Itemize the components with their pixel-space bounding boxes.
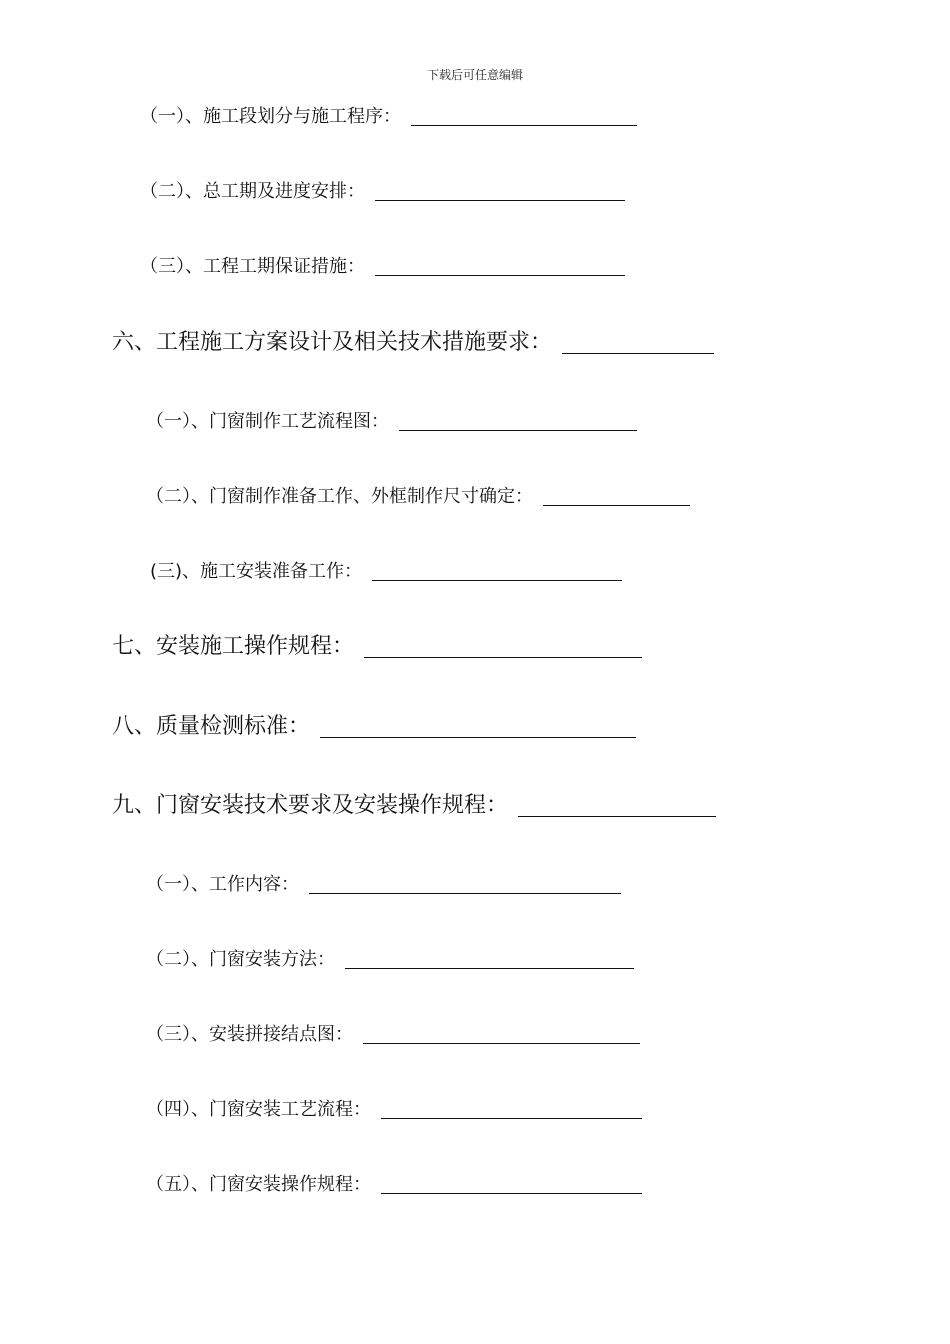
outline-item	[140, 108, 637, 126]
fill-in-blank	[543, 504, 690, 506]
fill-in-blank	[562, 352, 714, 354]
outline-item	[146, 876, 621, 894]
outline-item	[150, 563, 622, 581]
fill-in-blank	[320, 736, 636, 738]
fill-in-blank	[518, 815, 716, 817]
outline-item	[146, 413, 637, 431]
section-heading	[112, 332, 714, 354]
outline-item	[146, 1026, 640, 1044]
outline-item-label: （三）、工程工期保证措施：	[140, 256, 365, 277]
outline-item-label: （一）、施工段划分与施工程序：	[140, 106, 401, 127]
outline-item-label: （四）、门窗安装工艺流程：	[146, 1099, 371, 1120]
outline-item-label: （一）、门窗制作工艺流程图：	[146, 411, 389, 432]
section-heading-label: 七、安装施工操作规程：	[112, 634, 355, 659]
header-note: 下载后可任意编辑	[426, 68, 523, 82]
section-heading	[112, 636, 642, 658]
section-heading-label: 九、门窗安装技术要求及安装操作规程：	[112, 793, 509, 818]
fill-in-blank	[381, 1117, 642, 1119]
fill-in-blank	[399, 429, 637, 431]
section-heading-label: 六、工程施工方案设计及相关技术措施要求：	[112, 330, 553, 355]
fill-in-blank	[345, 967, 634, 969]
fill-in-blank	[375, 274, 625, 276]
outline-item-label: （一）、工作内容：	[146, 874, 299, 895]
fill-in-blank	[411, 124, 637, 126]
outline-item	[140, 258, 625, 276]
section-heading	[112, 795, 716, 817]
fill-in-blank	[372, 579, 622, 581]
outline-item	[146, 1176, 642, 1194]
outline-item-label: （二）、门窗安装方法：	[146, 949, 335, 970]
fill-in-blank	[375, 199, 625, 201]
section-heading-label: 八、质量检测标准：	[112, 714, 311, 739]
outline-item-label: （二）、门窗制作准备工作、外框制作尺寸确定：	[146, 486, 533, 507]
outline-item-label: （五）、门窗安装操作规程：	[146, 1174, 371, 1195]
outline-item-label: (三)、施工安装准备工作：	[150, 561, 363, 582]
fill-in-blank	[364, 656, 642, 658]
outline-item	[140, 183, 625, 201]
section-heading	[112, 716, 636, 738]
outline-item	[146, 1101, 642, 1119]
fill-in-blank	[363, 1042, 640, 1044]
outline-item	[146, 951, 634, 969]
outline-item-label: （二）、总工期及进度安排：	[140, 181, 365, 202]
outline-item	[146, 488, 690, 506]
fill-in-blank	[309, 892, 621, 894]
outline-item-label: （三）、安装拼接结点图：	[146, 1024, 353, 1045]
fill-in-blank	[381, 1192, 642, 1194]
